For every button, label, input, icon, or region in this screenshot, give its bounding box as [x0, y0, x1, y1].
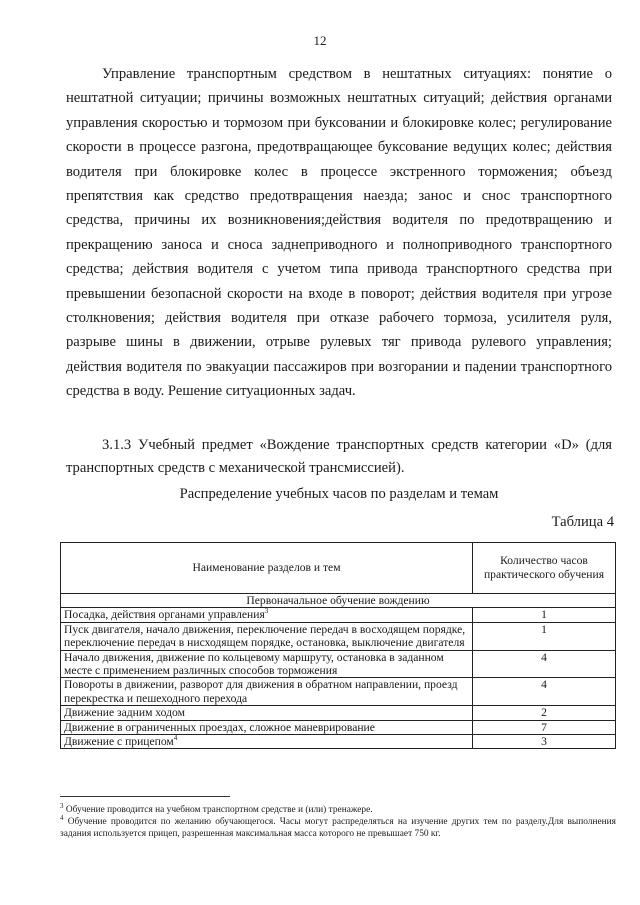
- table-row: [61, 720, 616, 734]
- distribution-title: Распределение учебных часов по разделам и темам: [179, 486, 499, 502]
- table-row: [61, 735, 616, 749]
- table-subheader-row: [61, 594, 616, 608]
- table-header-row: [61, 543, 616, 594]
- page-number: 12: [313, 33, 327, 48]
- footnote-ref: 4: [173, 734, 178, 743]
- row-name-text: Начало движения, движение по кольцевому маршруту, остановка в заданном месте с применением различных способов торможения: [64, 650, 444, 678]
- table-row: [61, 706, 616, 720]
- row-hours-cell: 1: [473, 608, 616, 622]
- row-name-text: Пуск двигателя, начало движения, переключение передач в восходящем порядке, переключение передач в нисходящем порядке, остановка, выключение двигателя: [64, 622, 466, 650]
- footnote-divider: [60, 796, 230, 797]
- footnote-text: Обучение проводится по желанию обучающегося. Часы могут распределяться на изучение других тем по разделу.Для выполнения задания используется прицеп, разрешенная максимальная масса которого не превышает 750 кг.: [60, 817, 616, 839]
- row-name-cell: [61, 706, 473, 720]
- row-hours-cell: 1: [473, 622, 616, 650]
- row-name-text: Повороты в движении, разворот для движения в обратном направлении, проезд перекрестка и пешеходного перехода: [64, 678, 458, 705]
- row-name-cell: [61, 678, 473, 706]
- row-name-cell: [61, 622, 473, 650]
- row-name-cell: [61, 650, 473, 678]
- row-name-cell: [61, 608, 473, 622]
- hours-table: [60, 542, 616, 749]
- row-hours-cell: 3: [473, 735, 616, 749]
- header-name-cell: Наименование разделов и тем: [61, 543, 473, 594]
- footnote-text: Обучение проводится на учебном транспортном средстве и (или) тренажере.: [63, 805, 373, 815]
- footnote: [60, 801, 616, 816]
- table-row: [61, 622, 616, 650]
- row-hours-cell: 2: [473, 706, 616, 720]
- table-label: Таблица 4: [551, 514, 614, 530]
- table-row: [61, 678, 616, 706]
- footnote: [60, 813, 616, 840]
- row-name-cell: [61, 735, 473, 749]
- row-hours-cell: 7: [473, 720, 616, 734]
- row-hours-cell: 4: [473, 678, 616, 706]
- footnotes: [60, 801, 616, 840]
- row-name-cell: [61, 720, 473, 734]
- row-name-text: Движение в ограниченных проездах, сложное маневрирование: [64, 720, 375, 734]
- table-row: [61, 650, 616, 678]
- row-hours-cell: 4: [473, 650, 616, 678]
- row-name-text: Посадка, действия органами управления: [64, 608, 265, 622]
- body-paragraph: Управление транспортным средством в нештатных ситуациях: понятие о нештатной ситуации; причины возможных нештатных ситуаций; действия органами управления скоростью и тормозом при буксовании и блокировке колес; регулирование скорости в процессе разгона, предотвращающее буксование ведущих колес; действия водителя при блокировке колес в процессе экстренного торможения; объезд препятствия как средство предотвращения наезда; занос и снос транспортного средства, причины их возникновения;действия водителя по предотвращению и прекращению заноса и сноса заднеприводного и полноприводного транспортного средства; действия водителя с учетом типа привода транспортного средства при превышении безопасной скорости на входе в поворот; действия водителя при угрозе столкновения; действия водителя при отказе рабочего тормоза, усилителя руля, разрыве шины в движении, отрыве рулевых тяг привода рулевого управления; действия водителя по эвакуации пассажиров при возгорании и падении транспортного средства в воду. Решение ситуационных задач.: [66, 66, 612, 400]
- table-row: [61, 608, 616, 622]
- section-heading: 3.1.3 Учебный предмет «Вождение транспортных средств категории «D» (для транспортных средств с механической трансмиссией).: [66, 437, 612, 476]
- footnote-mark: 4: [60, 813, 64, 822]
- subheader-cell: Первоначальное обучение вождению: [61, 594, 616, 608]
- header-hours-cell: Количество часов практического обучения: [473, 543, 616, 594]
- row-name-text: Движение с прицепом: [64, 735, 174, 749]
- footnote-mark: 3: [60, 801, 64, 810]
- footnote-ref: 3: [264, 607, 269, 616]
- row-name-text: Движение задним ходом: [64, 706, 185, 720]
